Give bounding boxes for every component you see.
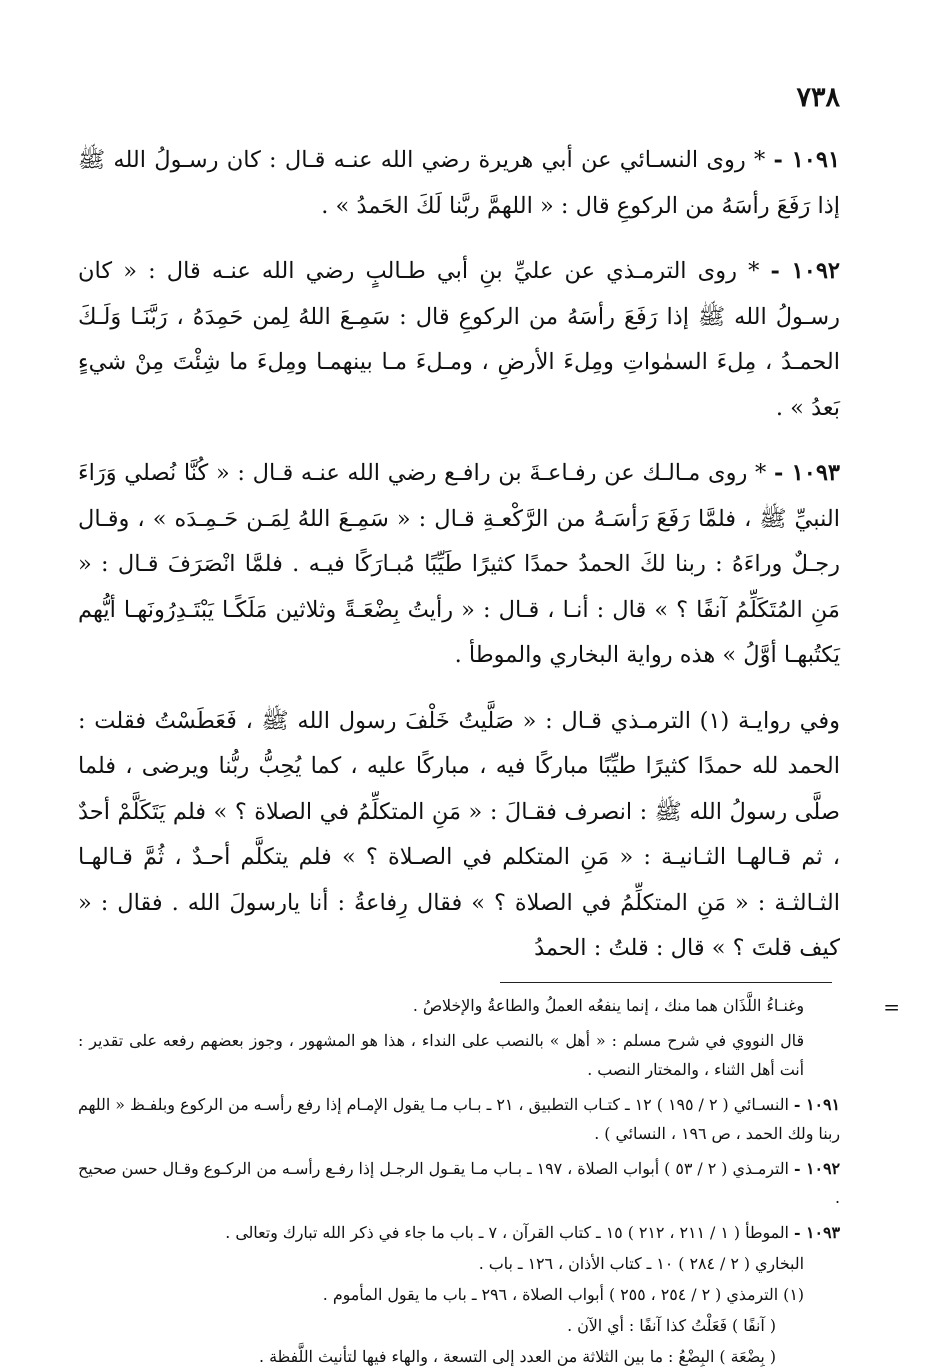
footnote-text: الترمـذي ( ٢ / ٥٣ ) أبواب الصلاة ، ١٩٧ ـ بـاب مـا يقـول الرجـل إذا رفـع رأسـه من الركـوع وقـال حسن صحيح . xyxy=(78,1158,840,1207)
footnote xyxy=(78,1218,840,1247)
footnote-number: ١٠٩٢ - xyxy=(793,1158,840,1178)
footnote-text: البخاري ( ٢ / ٢٨٤ ) ١٠ ـ كتاب الأذان ، ١٢٦ ـ باب . xyxy=(478,1253,804,1273)
hadith-text: * روى مـالـك عن رفـاعـةَ بن رافـع رضي الله عنـه قـال : « كُنَّا نُصلي وَرَاءَ النبيِّ ﷺ ، فلمَّا رَفَعَ رَأسَـهُ من الرَّكْعـةِ قـال : « سَمِـعَ اللهُ لِمَـن حَـمِـدَه » ، وقـال رجـلٌ وراءَهُ : ربنا لكَ الحمدُ حمدًا كثيرًا طَيِّبًا مُبـارَكًا فيـه . فلمَّا انْصَرَفَ قـال : « مَنِ المُتَكَلِّمُ آنفًا ؟ » قال : أنـا ، قـال : « رأيتُ بِضْعَـةً وثلاثين مَلَكًـا يَبْتَـدِرُونَهـا أيُّهم يَكتُبهـا أوَّلُ » هذه رواية البخاري والموطأ . xyxy=(78,460,840,668)
footnote-separator-wrap xyxy=(78,982,840,983)
footnote-text: وغنـاءُ اللَّذَان هما منك ، إنما ينفعُه العملُ والطاعةُ والإخلاصُ . xyxy=(412,995,804,1015)
footnotes xyxy=(78,991,900,1371)
footnote-number: ١٠٩١ - xyxy=(793,1094,840,1114)
main-text xyxy=(78,138,840,972)
hadith-paragraph xyxy=(78,699,840,972)
footnote-text: ( آنفًا ) فَعَلْتُ كذا آنفًا : أي الآن . xyxy=(567,1315,776,1335)
footnote-text: (١) الترمذي ( ٢ / ٢٥٤ ، ٢٥٥ ) أبواب الصلاة ، ٢٩٦ ـ باب ما يقول المأموم . xyxy=(322,1284,804,1304)
footnote xyxy=(78,1280,804,1309)
footnote-text: الموطأ ( ١ / ٢١١ ، ٢١٢ ) ١٥ ـ كتاب القرآن ، ٧ ـ باب ما جاء في ذكر الله تبارك وتعالى . xyxy=(225,1222,789,1242)
footnote-separator xyxy=(500,982,832,983)
hadith-number: ١٠٩٣ - xyxy=(773,460,840,486)
footnote-text: قال النووي في شرح مسلم : « أهل » بالنصب على النداء ، هذا هو المشهور ، وجوز بعضهم رفعه على تقدير : أنت أهل الثناء ، والمختار النصب . xyxy=(78,1030,804,1079)
hadith-text: وفي روايـة (١) الترمـذي قـال : « صَلَّيتُ خَلْفَ رسول الله ﷺ ، فَعَطَسْتُ فقلت : الحمد لله حمدًا كثيرًا طيِّبًا مباركًا فيه ، مباركًا عليه ، كما يُحِبُّ ربُّنا ويرضى ، فلما صلَّى رسولُ الله ﷺ : انصرف فقـالَ : « مَنِ المتكلِّمُ في الصلاة ؟ » فلم يَتَكَلَّمْ أحدٌ ، ثم قـالهـا الثـانيـة : « مَنِ المتكلم في الصـلاة ؟ » فلم يتكلَّم أحـدٌ ، ثُمَّ قـالهـا الثـالثـة : « مَنِ المتكلِّمُ في الصلاة ؟ » فقال رِفاعةُ : أنا يارسولَ الله . فقال : « كيف قلتَ ؟ » قال : قلتُ : الحمدُ xyxy=(78,707,840,961)
page-number: ٧٣٨ xyxy=(796,82,840,113)
footnote xyxy=(78,1026,804,1084)
footnote xyxy=(78,1090,840,1148)
footnote-text: ( بِضْعَة ) البِضْعُ : ما بين الثلاثة من العدد إلى التسعة ، والهاء فيها لتأنيث اللَّفظة . xyxy=(259,1346,776,1366)
hadith-number: ١٠٩٢ - xyxy=(770,258,840,284)
hadith-paragraph xyxy=(78,451,840,679)
footnote xyxy=(78,1342,776,1371)
footnote-number: ١٠٩٣ - xyxy=(793,1222,840,1242)
hadith-text: * روى النسـائي عن أبي هريرة رضي الله عنـه قـال : كان رسـولُ الله ﷺ إذا رَفَعَ رأسَهُ من الركوعِ قال : « اللهمَّ ربَّنا لَكَ الحَمدُ » . xyxy=(78,147,840,219)
continuation-marker: = xyxy=(883,994,900,1019)
footnote xyxy=(78,1154,840,1212)
footnote-text: النسـائي ( ٢ / ١٩٥ ) ١٢ ـ كتـاب التطبيق ، ٢١ ـ بـاب مـا يقول الإمـام إذا رفع رأسـه من الركوع وبلفـظ « اللهم ربنا ولك الحمد ، ص ١٩٦ ، النسائي ) . xyxy=(78,1094,840,1143)
footnote xyxy=(78,991,804,1020)
hadith-paragraph xyxy=(78,249,840,431)
hadith-paragraph xyxy=(78,138,840,229)
hadith-text: * روى الترمـذي عن عليِّ بنِ أبي طـالبٍ رضي الله عنـه قال : « كان رسـولُ الله ﷺ إذا رَفَعَ رأسَهُ من الركوعِ قال : سَمِـعَ اللهُ لِمن حَمِدَهُ ، رَبَّنَـا وَلَـكَ الحمـدُ ، مِلءَ السمٰواتِ ومِلءَ الأرضِ ، ومـلءَ مـا بينهمـا ومِلءَ ما شِئْتَ مِنْ شيءٍ بَعدُ » . xyxy=(78,258,840,421)
hadith-number: ١٠٩١ - xyxy=(773,147,841,173)
footnote xyxy=(78,1249,804,1278)
footnote xyxy=(78,1311,776,1340)
